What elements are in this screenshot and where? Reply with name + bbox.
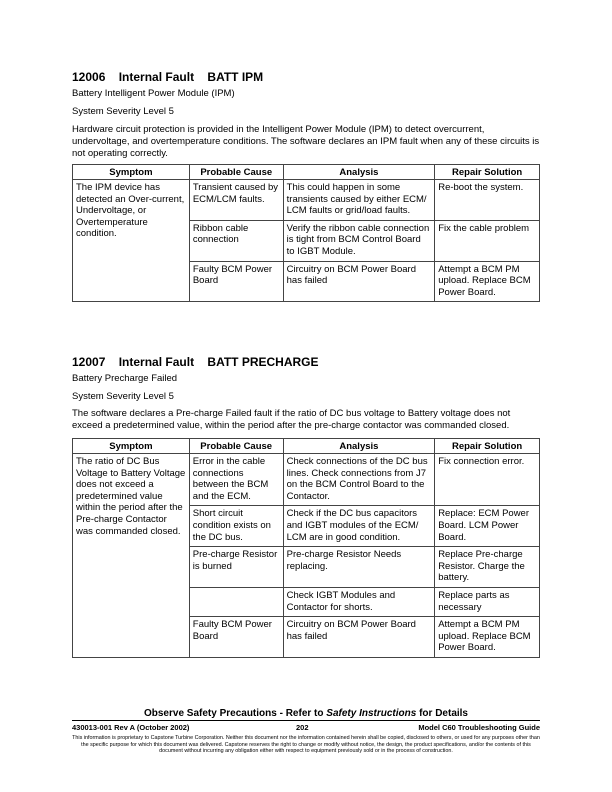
solution-cell: Attempt a BCM PM upload. Replace BCM Power Board. bbox=[435, 261, 540, 302]
table-header-row bbox=[73, 439, 540, 454]
analysis-cell: This could happen in some transients caused by either ECM/ LCM faults or grid/load faults. bbox=[283, 180, 435, 221]
safety-suffix: for Details bbox=[416, 708, 468, 719]
header-probable-cause: Probable Cause bbox=[189, 165, 283, 180]
solution-cell: Re-boot the system. bbox=[435, 180, 540, 221]
solution-cell: Replace parts as necessary bbox=[435, 587, 540, 616]
safety-link-text: Safety Instructions bbox=[326, 708, 417, 719]
solution-cell: Replace: ECM Power Board. LCM Power Board. bbox=[435, 506, 540, 547]
header-analysis: Analysis bbox=[283, 165, 435, 180]
header-symptom: Symptom bbox=[73, 165, 190, 180]
solution-cell: Replace Pre-charge Resistor. Charge the battery. bbox=[435, 547, 540, 588]
cause-cell: Faulty BCM Power Board bbox=[189, 261, 283, 302]
symptom-cell: The IPM device has detected an Over-current, Undervoltage, or Overtemperature condition. bbox=[73, 180, 190, 302]
fault-description: Hardware circuit protection is provided in the Intelligent Power Module (IPM) to detect overcurrent, undervoltage, and overtemperature conditions. The software declares an IPM fault when any of these circuits is not operating correctly. bbox=[72, 124, 540, 159]
header-repair-solution: Repair Solution bbox=[435, 439, 540, 454]
fault-subtitle: Battery Intelligent Power Module (IPM) bbox=[72, 88, 235, 99]
fault-name: BATT IPM bbox=[207, 70, 264, 84]
troubleshooting-table-12007 bbox=[72, 438, 540, 658]
legal-notice: This information is proprietary to Capstone Turbine Corporation. Neither this document nor the information contained herein shall be copied, disclosed to others, or used for any purposes other than the specific purpose for which this document was delivered. Capstone reserves the right to change or modify without notice, the design, the product specifications, and/or the contents of this document without incurring any obligation either with respect to equipment previously sold or in the process of construction. bbox=[72, 735, 540, 755]
fault-code: 12007 bbox=[72, 355, 106, 369]
section-title-12006 bbox=[72, 70, 263, 84]
header-symptom: Symptom bbox=[73, 439, 190, 454]
fault-description: The software declares a Pre-charge Failed fault if the ratio of DC bus voltage to Battery voltage does not exceed a predetermined value, within the period after the pre-charge contactor was commanded closed. bbox=[72, 408, 511, 431]
fault-code: 12006 bbox=[72, 70, 106, 84]
cause-cell: Pre-charge Resistor is burned bbox=[189, 547, 283, 588]
footer-divider bbox=[72, 720, 540, 721]
analysis-cell: Check IGBT Modules and Contactor for shorts. bbox=[283, 587, 435, 616]
fault-name: BATT PRECHARGE bbox=[207, 355, 319, 369]
doc-number: 430013-001 Rev A (October 2002) bbox=[72, 723, 190, 732]
severity-level: System Severity Level 5 bbox=[72, 391, 174, 402]
section-title-12007 bbox=[72, 355, 319, 369]
fault-category: Internal Fault bbox=[118, 355, 195, 369]
analysis-cell: Circuitry on BCM Power Board has failed bbox=[283, 261, 435, 302]
table-row bbox=[73, 454, 540, 506]
analysis-cell: Circuitry on BCM Power Board has failed bbox=[283, 617, 435, 658]
safety-prefix: Observe Safety Precautions - Refer to bbox=[143, 708, 327, 719]
analysis-cell: Verify the ribbon cable connection is tight from BCM Control Board to IGBT Module. bbox=[283, 220, 435, 261]
cause-cell: Ribbon cable connection bbox=[189, 220, 283, 261]
solution-cell: Attempt a BCM PM upload. Replace BCM Power Board. bbox=[435, 617, 540, 658]
troubleshooting-table-12006 bbox=[72, 164, 540, 302]
symptom-cell: The ratio of DC Bus Voltage to Battery Voltage does not exceed a predetermined value within the period after the Pre-charge Contactor was commanded closed. bbox=[73, 454, 190, 658]
severity-level: System Severity Level 5 bbox=[72, 106, 174, 117]
cause-cell: Short circuit condition exists on the DC bus. bbox=[189, 506, 283, 547]
analysis-cell: Check connections of the DC bus lines. Check connections from J7 on the BCM Control Board to the Contactor. bbox=[283, 454, 435, 506]
header-analysis: Analysis bbox=[283, 439, 435, 454]
solution-cell: Fix connection error. bbox=[435, 454, 540, 506]
table-header-row bbox=[73, 165, 540, 180]
fault-category: Internal Fault bbox=[118, 70, 195, 84]
table-row bbox=[73, 180, 540, 221]
fault-subtitle: Battery Precharge Failed bbox=[72, 373, 178, 384]
header-repair-solution: Repair Solution bbox=[435, 165, 540, 180]
guide-title: Model C60 Troubleshooting Guide bbox=[418, 723, 540, 732]
analysis-cell: Check if the DC bus capacitors and IGBT modules of the ECM/ LCM are in good condition. bbox=[283, 506, 435, 547]
page-number: 202 bbox=[296, 723, 309, 732]
cause-cell: Transient caused by ECM/LCM faults. bbox=[189, 180, 283, 221]
solution-cell: Fix the cable problem bbox=[435, 220, 540, 261]
cause-cell: Faulty BCM Power Board bbox=[189, 617, 283, 658]
header-probable-cause: Probable Cause bbox=[189, 439, 283, 454]
cause-cell bbox=[189, 587, 283, 616]
safety-notice bbox=[0, 708, 612, 719]
analysis-cell: Pre-charge Resistor Needs replacing. bbox=[283, 547, 435, 588]
cause-cell: Error in the cable connections between the BCM and the ECM. bbox=[189, 454, 283, 506]
